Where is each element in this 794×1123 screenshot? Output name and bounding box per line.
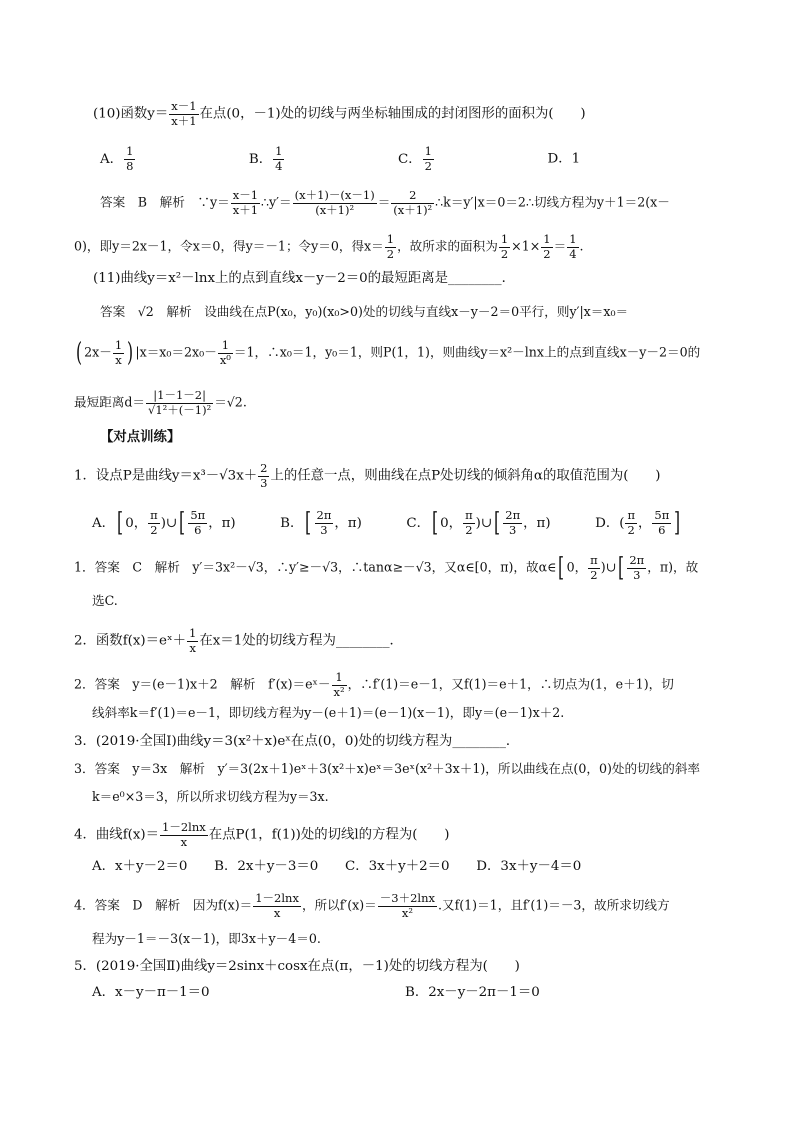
t1-option-a: A．[ 0， $\frac{\pi}{2}$ )∪[ $\frac{5\pi}{6}$ ，π): [92, 508, 236, 538]
q11-question: (11)曲线y＝x²－lnx上的点到直线x－y－2＝0的最短距离是________．: [93, 271, 515, 286]
t3-answer-line1: 3．答案 y＝3x 解析 y′＝3(2x＋1)eˣ＋3(x²＋x)eˣ＝3eˣ(x²＋3x＋1)，所以曲线在点(0，0)处的切线的斜率: [74, 761, 701, 776]
q10-answer-line2: 0)，即y＝2x－1，令x＝0，得y＝－1；令y＝0，得x＝ $\frac{1}{2}$ ，故所求的面积为 $\frac{1}{2}$ ×1× $\frac{1}{2}$ ＝ $\frac{1}{4}$ .: [74, 232, 584, 261]
t1-option-d: D．( $\frac{\pi}{2}$ ， $\frac{5\pi}{6}$ ]: [595, 508, 681, 538]
t1-question: 1．设点P是曲线y＝x³－√3x＋ $\frac{2}{3}$ 上的任意一点，则曲线在点P处切线的倾斜角α的取值范围为( ): [74, 461, 661, 490]
t1-answer-line1: 1．答案 C 解析 y′＝3x²－√3，∴y′≥－√3，∴tanα≥－√3，又α∈[0，π)，故α∈[ 0， $\frac{\pi}{2}$ )∪[ $\frac{2\pi}{3}$ ，π)，故: [74, 553, 699, 583]
t4-options: A．x＋y－2＝0 B．2x＋y－3＝0 C．3x＋y＋2＝0 D．3x＋y－4＝0: [92, 859, 582, 874]
t3-answer-line2: k＝e⁰×3＝3，所以所求切线方程为y＝3x.: [92, 789, 329, 804]
q10-options: [100, 146, 580, 172]
t1-answer-line2: 选C.: [92, 593, 118, 608]
t5-option-a: A．x－y－π－1＝0: [92, 985, 210, 1000]
t5-option-b: B．2x－y－2π－1＝0: [405, 985, 540, 1000]
t4-answer-line1: 4．答案 D 解析 因为f(x)＝ $\frac{1-2\ln x}{x}$ ，所以f′(x)＝ $\frac{-3+2\ln x}{\text{x²}}$ .又f(1)＝1，且f′(1)＝－3，故所求切线方: [74, 891, 670, 920]
t1-option-c: C．[ 0， $\frac{\pi}{2}$ )∪[ $\frac{2\pi}{3}$ ，π): [406, 508, 551, 538]
t1-option-b: B．[ $\frac{2\pi}{3}$ ，π): [280, 508, 362, 538]
q11-answer-line1: 答案 √2 解析 设曲线在点P(x₀，y₀)(x₀>0)处的切线与直线x－y－2＝0平行，则y′|x＝x₀＝: [100, 304, 629, 319]
q10-question: (10)函数y＝ $\frac{x-1}{x+1}$ 在点(0，－1)处的切线与两坐标轴围成的封闭图形的面积为( ): [93, 99, 586, 128]
t2-question: 2．函数f(x)＝eˣ＋ $\frac{1}{x}$ 在x＝1处的切线方程为________．: [74, 626, 403, 655]
t2-answer-line1: 2．答案 y＝(e－1)x＋2 解析 f′(x)＝eˣ－ $\frac{1}{\text{x²}}$ ，∴f′(1)＝e－1，又f(1)＝e＋1，∴切点为(1，e＋1)，切: [74, 670, 674, 699]
q10-answer-line1: 答案 B 解析 ∵y＝ $\frac{x-1}{x+1}$ ∴y′＝ $\frac{(x+1)-(x-1)}{\text{(x＋1)²}}$ ＝ $\frac{2}{\text{(x＋1)²}}$ ∴k＝y′|x＝0＝2∴切线方程为y＋1＝2(x－: [100, 188, 670, 217]
q10-fraction: $\frac{x-1}{x+1}$: [171, 99, 197, 128]
t1-options: [92, 510, 682, 536]
t2-answer-line2: 线斜率k＝f′(1)＝e－1，即切线方程为y－(e＋1)＝(e－1)(x－1)，即y＝(e－1)x＋2.: [92, 705, 565, 720]
t4-question: 4．曲线f(x)＝ $\frac{1-2\ln x}{x}$ 在点P(1，f(1))处的切线l的方程为( ): [74, 820, 450, 849]
section-title: 【对点训练】: [100, 429, 181, 445]
q11-answer-line3: 最短距离d＝ $\frac{|1-1-2|}{\text{√1²＋(－1)²}}$ ＝√2.: [74, 388, 247, 417]
q10-option-d: D．1: [547, 151, 581, 167]
t4-answer-line2: 程为y－1＝－3(x－1)，即3x＋y－4＝0.: [92, 931, 321, 946]
t3-question: 3．(2019·全国Ⅰ)曲线y＝3(x²＋x)eˣ在点(0，0)处的切线方程为________．: [74, 734, 520, 749]
t5-question: 5．(2019·全国Ⅱ)曲线y＝2sinx＋cosx在点(π，－1)处的切线方程为( ): [74, 959, 520, 974]
q10-option-c: C． $\frac{1}{2}$: [398, 144, 432, 173]
q11-answer-line2: ( 2x－ $\frac{1}{x}$ ) |x＝x₀＝2x₀－ $\frac{1}{\text{x⁰}}$ ＝1，∴x₀＝1，y₀＝1，则P(1，1)，则曲线y＝x²－lnx上的点到直线x－y－2＝0的: [76, 338, 701, 368]
q10-option-b: B． $\frac{1}{4}$: [248, 144, 283, 173]
q10-option-a: A． $\frac{1}{8}$: [100, 144, 134, 173]
